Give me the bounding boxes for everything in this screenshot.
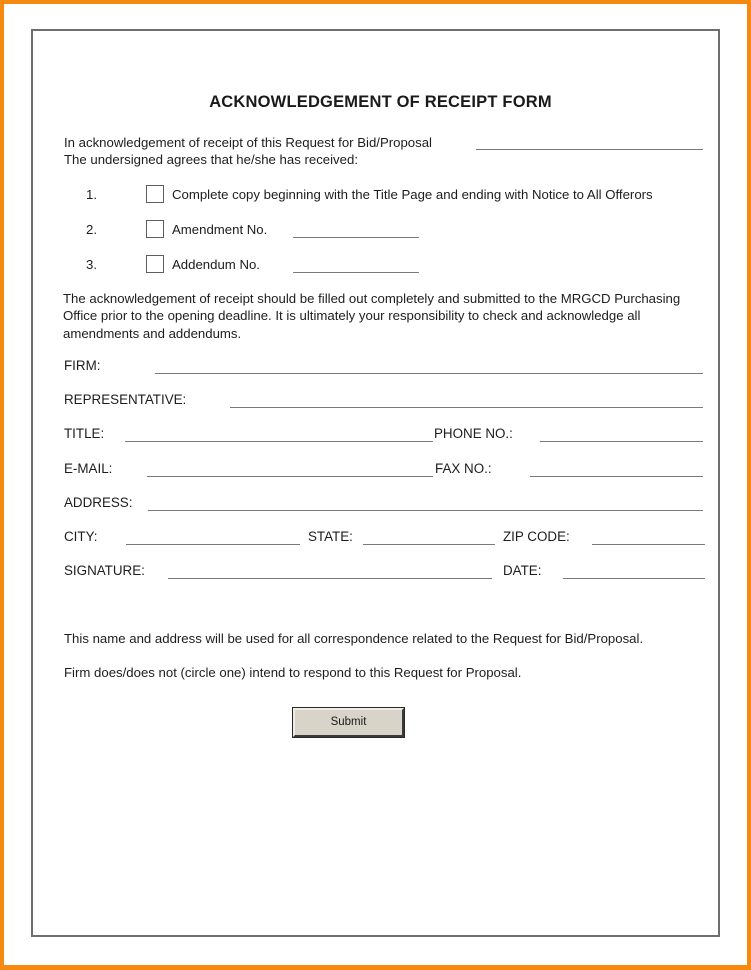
checkbox-amendment[interactable]	[146, 220, 164, 238]
closing-line-1: This name and address will be used for all correspondence related to the Request for Bid/Proposal.	[64, 631, 644, 646]
checklist-label-3: Addendum No.	[172, 257, 260, 272]
page-title: ACKNOWLEDGEMENT OF RECEIPT FORM	[209, 93, 552, 111]
title-input-rule[interactable]	[125, 441, 433, 442]
city-label: CITY:	[64, 529, 98, 544]
city-input-rule[interactable]	[126, 544, 300, 545]
zip-input-rule[interactable]	[592, 544, 705, 545]
checklist-number-3: 3.	[86, 257, 97, 272]
representative-input-rule[interactable]	[230, 407, 703, 408]
intro-line-2: The undersigned agrees that he/she has received:	[64, 152, 358, 167]
date-input-rule[interactable]	[563, 578, 705, 579]
state-label: STATE:	[308, 529, 353, 544]
closing-line-2: Firm does/does not (circle one) intend to respond to this Request for Proposal.	[64, 665, 522, 680]
checklist-number-1: 1.	[86, 187, 97, 202]
address-label: ADDRESS:	[64, 495, 133, 510]
title-label: TITLE:	[64, 426, 105, 441]
state-input-rule[interactable]	[363, 544, 495, 545]
date-label: DATE:	[503, 563, 542, 578]
checkbox-addendum[interactable]	[146, 255, 164, 273]
checkbox-complete-copy[interactable]	[146, 185, 164, 203]
instructions-paragraph: The acknowledgement of receipt should be filled out completely and submitted to the MRGCD Purchasing Office prior to the opening deadline. It is ultimately your responsibility to check and acknowledge all amendments and addendums.	[63, 291, 681, 341]
phone-input-rule[interactable]	[540, 441, 703, 442]
representative-label: REPRESENTATIVE:	[64, 392, 187, 407]
email-input-rule[interactable]	[147, 476, 433, 477]
amendment-no-rule[interactable]	[293, 237, 419, 238]
request-number-rule[interactable]	[476, 149, 703, 150]
firm-label: FIRM:	[64, 358, 101, 373]
phone-label: PHONE NO.:	[434, 426, 513, 441]
firm-input-rule[interactable]	[155, 373, 703, 374]
checklist-number-2: 2.	[86, 222, 97, 237]
checklist-label-2: Amendment No.	[172, 222, 268, 237]
fax-input-rule[interactable]	[530, 476, 703, 477]
email-label: E-MAIL:	[64, 461, 113, 476]
signature-label: SIGNATURE:	[64, 563, 145, 578]
zip-label: ZIP CODE:	[503, 529, 570, 544]
checklist-label-1: Complete copy beginning with the Title Page and ending with Notice to All Offerors	[172, 187, 653, 202]
fax-label: FAX NO.:	[435, 461, 492, 476]
submit-button[interactable]: Submit	[293, 708, 404, 737]
signature-input-rule[interactable]	[168, 578, 492, 579]
address-input-rule[interactable]	[148, 510, 703, 511]
addendum-no-rule[interactable]	[293, 272, 419, 273]
intro-line-1: In acknowledgement of receipt of this Request for Bid/Proposal	[64, 135, 432, 150]
